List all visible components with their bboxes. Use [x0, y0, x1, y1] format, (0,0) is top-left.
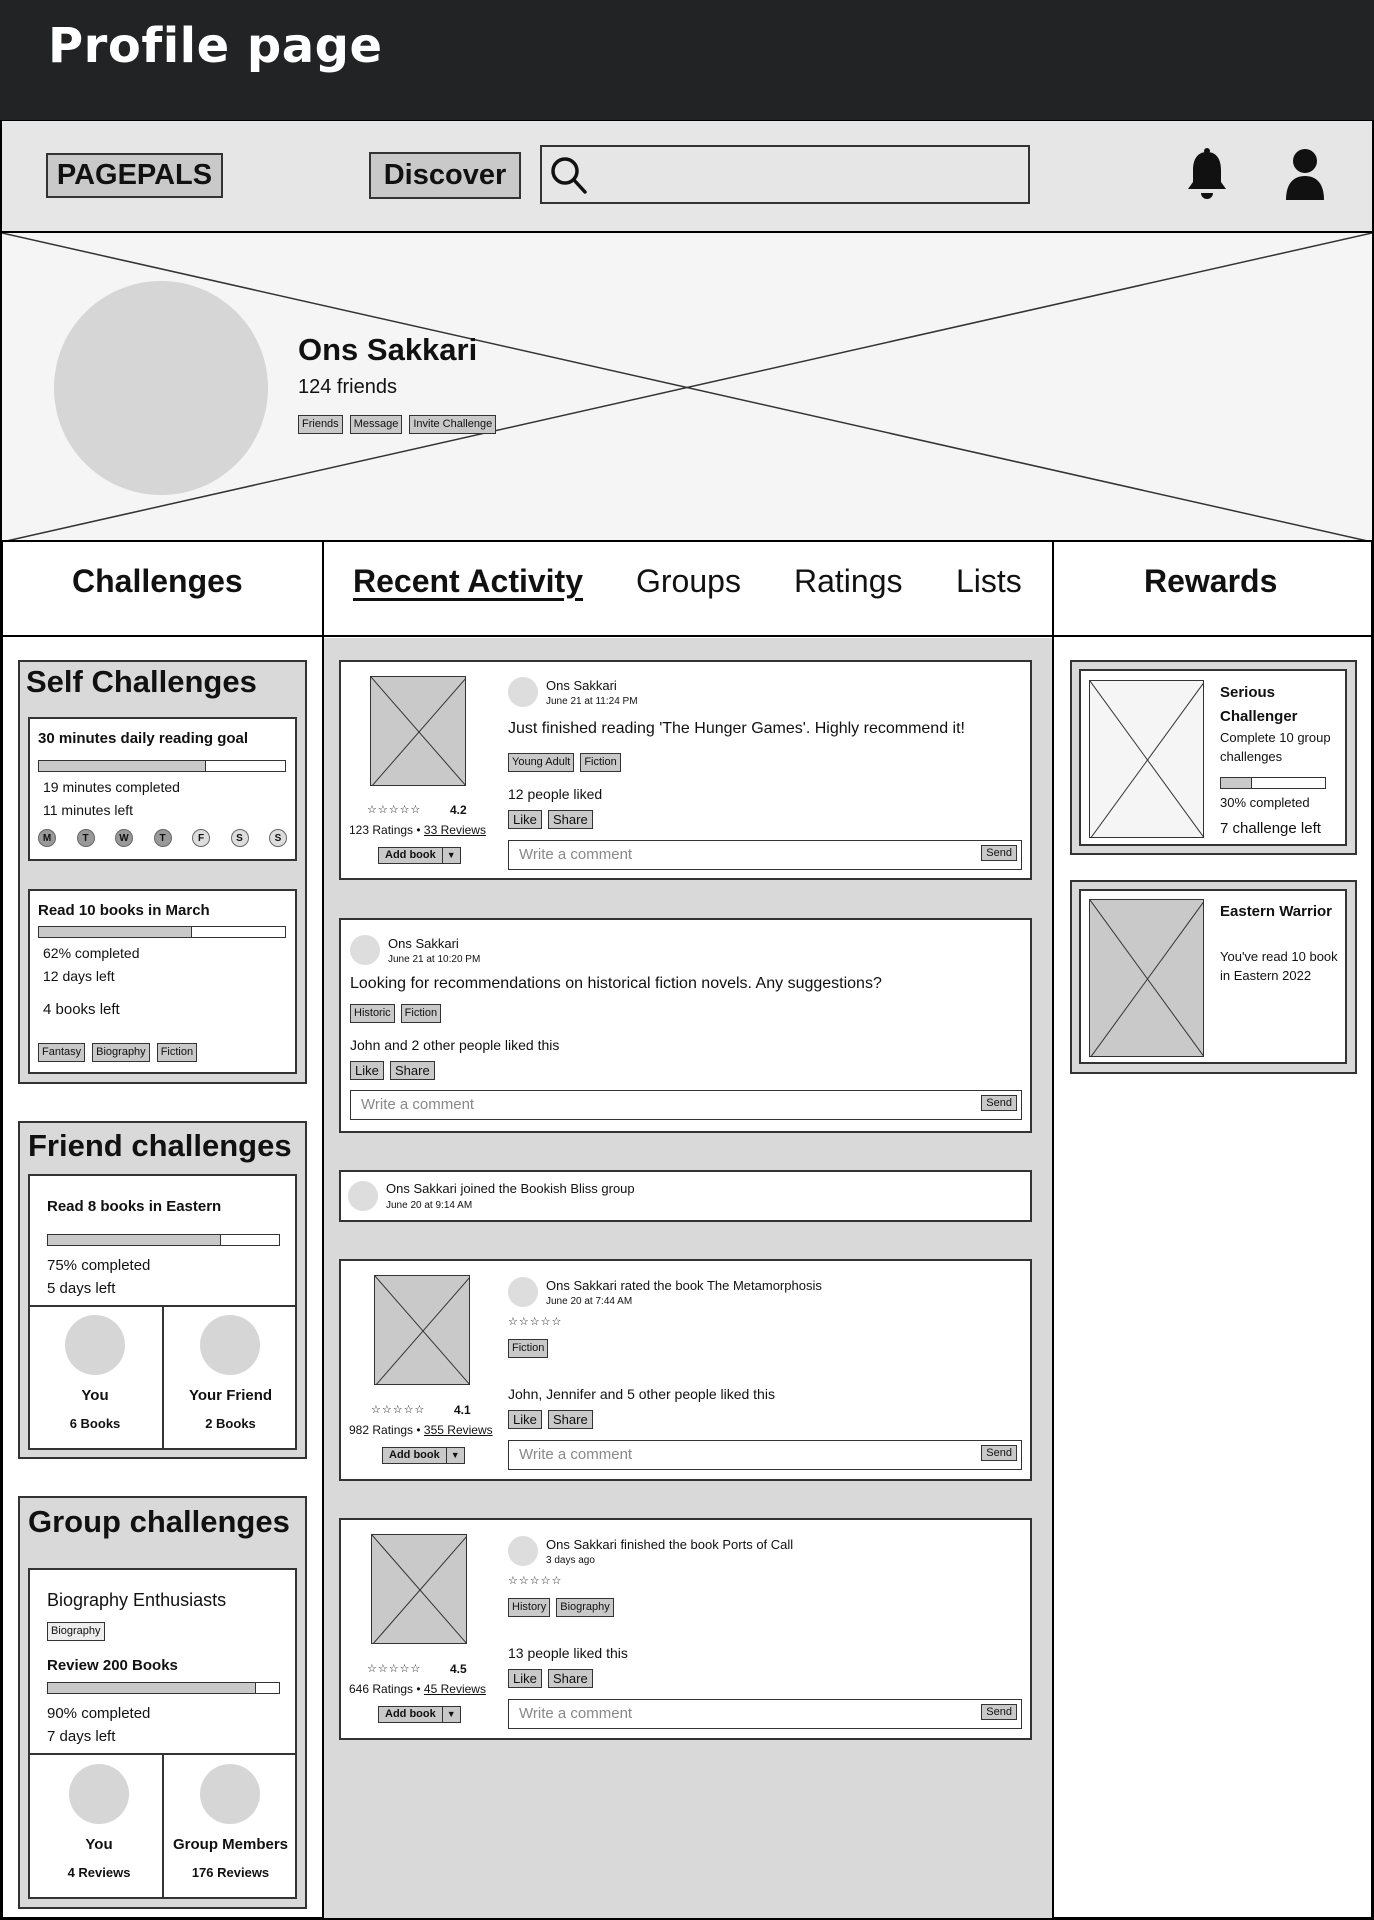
progress-text: 90% completed	[47, 1705, 151, 1722]
tab-lists[interactable]: Lists	[956, 563, 1022, 599]
post-time: June 20 at 9:14 AM	[386, 1200, 473, 1211]
tag[interactable]: History	[508, 1598, 550, 1617]
tag[interactable]: Fiction	[580, 753, 620, 772]
user-rating-stars-icon: ☆☆☆☆☆	[508, 1574, 563, 1587]
like-button[interactable]: Like	[350, 1061, 384, 1080]
post-suffix: group	[601, 1181, 635, 1196]
you-value: 6 Books	[69, 1416, 121, 1431]
book-link[interactable]: Ports of Call	[722, 1537, 794, 1552]
likes-text: 12 people liked	[508, 786, 603, 802]
search-icon	[548, 154, 588, 196]
remaining-text: 11 minutes left	[43, 802, 134, 818]
ratings-count: 123 Ratings • 33 Reviews	[349, 823, 486, 837]
challenge-title: 30 minutes daily reading goal	[38, 730, 249, 747]
rating-value: 4.5	[450, 1662, 467, 1676]
post-time: June 21 at 10:20 PM	[388, 954, 481, 965]
tag[interactable]: Fantasy	[38, 1043, 85, 1062]
weekday-indicator: S	[231, 829, 249, 847]
you-label: You	[81, 1387, 109, 1404]
members-label: Group Members	[172, 1836, 289, 1853]
progress-bar	[47, 1234, 280, 1246]
weekday-indicator: M	[38, 829, 56, 847]
comment-placeholder: Write a comment	[519, 1705, 633, 1722]
post-time: June 20 at 7:44 AM	[546, 1296, 633, 1307]
post-text: Looking for recommendations on historical fiction novels. Any suggestions?	[350, 975, 882, 992]
reward-description: Complete 10 group challenges	[1220, 730, 1331, 764]
rating-stars-icon: ☆☆☆☆☆	[367, 1662, 422, 1675]
tag[interactable]: Historic	[350, 1004, 395, 1023]
reward-description: You've read 10 book in Eastern 2022	[1220, 949, 1338, 983]
dropdown-icon[interactable]: ▼	[450, 1450, 460, 1460]
progress-bar	[1220, 777, 1326, 789]
self-challenges-title: Self Challenges	[26, 664, 257, 699]
reviews-link[interactable]: 45 Reviews	[423, 1682, 486, 1696]
badge-placeholder-icon	[1089, 680, 1204, 838]
tag[interactable]: Biography	[92, 1043, 150, 1062]
post-time: June 21 at 11:24 PM	[546, 696, 638, 707]
share-button[interactable]: Share	[548, 1669, 593, 1688]
progress-text: 30% completed	[1220, 795, 1310, 810]
weekday-indicator: W	[115, 829, 133, 847]
comment-input[interactable]	[508, 1440, 1022, 1470]
ratings-count: 982 Ratings • 355 Reviews	[349, 1423, 493, 1437]
user-avatar	[348, 1181, 378, 1211]
book-cover-placeholder-icon	[370, 676, 466, 786]
you-avatar	[65, 1315, 125, 1375]
search-input[interactable]	[540, 145, 1030, 204]
add-book-button[interactable]	[382, 1447, 465, 1464]
tab-groups[interactable]: Groups	[636, 563, 741, 599]
add-book-label: Add book	[383, 1448, 447, 1463]
weekday-indicator: T	[77, 829, 95, 847]
share-button[interactable]: Share	[390, 1061, 435, 1080]
rating-value: 4.1	[454, 1403, 471, 1417]
share-button[interactable]: Share	[548, 1410, 593, 1429]
post-text: Just finished reading 'The Hunger Games'. Highly recommend it!	[508, 720, 965, 737]
profile-actions	[298, 415, 496, 434]
tag[interactable]: Fiction	[157, 1043, 197, 1062]
group-avatar	[200, 1764, 260, 1824]
page-title: Profile page	[48, 18, 383, 74]
user-avatar	[350, 935, 380, 965]
book-cover-placeholder-icon	[374, 1275, 470, 1385]
days-left: 12 days left	[43, 968, 115, 984]
weekday-indicator: S	[269, 829, 287, 847]
like-button[interactable]: Like	[508, 810, 542, 829]
post-headline	[546, 1537, 793, 1552]
divider	[1052, 542, 1054, 1920]
post-headline	[546, 1278, 822, 1293]
friends-button[interactable]: Friends	[298, 415, 343, 434]
post-user[interactable]: Ons Sakkari	[546, 1278, 617, 1293]
progress-bar	[38, 926, 286, 938]
comment-input[interactable]	[508, 840, 1022, 870]
notification-bell-icon[interactable]	[1185, 148, 1229, 202]
likes-text: John, Jennifer and 5 other people liked this	[508, 1386, 775, 1402]
post-user[interactable]: Ons Sakkari	[386, 1181, 457, 1196]
post-tags	[508, 753, 621, 772]
profile-icon[interactable]	[1284, 149, 1326, 200]
comment-placeholder: Write a comment	[519, 1446, 633, 1463]
post-action: joined the	[460, 1181, 517, 1196]
you-label: You	[85, 1836, 113, 1853]
tab-recent-activity[interactable]: Recent Activity	[353, 563, 583, 599]
remaining-text: 7 challenge left	[1220, 820, 1321, 837]
rating-stars-icon: ☆☆☆☆☆	[367, 803, 422, 816]
progress-bar	[47, 1682, 280, 1694]
rewards-heading: Rewards	[1144, 563, 1278, 599]
book-cover-placeholder-icon	[371, 1534, 467, 1644]
likes-text: 13 people liked this	[508, 1645, 628, 1661]
rating-stars-icon: ☆☆☆☆☆	[371, 1403, 426, 1416]
challenge-tags	[38, 1043, 197, 1062]
group-challenges-title: Group challenges	[28, 1504, 290, 1539]
share-button[interactable]: Share	[548, 810, 593, 829]
rating-value: 4.2	[450, 803, 467, 817]
add-book-label: Add book	[379, 848, 443, 863]
add-book-button[interactable]	[378, 1706, 461, 1723]
profile-avatar	[54, 281, 268, 495]
tag[interactable]: Young Adult	[508, 753, 574, 772]
post-tags	[508, 1339, 548, 1358]
add-book-label: Add book	[379, 1707, 443, 1722]
user-rating-stars-icon: ☆☆☆☆☆	[508, 1315, 563, 1328]
group-name: Biography Enthusiasts	[47, 1590, 227, 1610]
progress-text: 19 minutes completed	[43, 779, 180, 795]
tag[interactable]: Fiction	[401, 1004, 441, 1023]
group-link[interactable]: Bookish Bliss	[520, 1181, 598, 1196]
likes-text: John and 2 other people liked this	[350, 1037, 560, 1053]
user-avatar	[508, 677, 538, 707]
reward-title: Serious Challenger	[1220, 684, 1298, 725]
tag[interactable]: Fiction	[508, 1339, 548, 1358]
comment-placeholder: Write a comment	[519, 846, 633, 863]
days-left: 5 days left	[47, 1280, 116, 1297]
send-button[interactable]: Send	[981, 1445, 1017, 1461]
friend-value: 2 Books	[205, 1416, 256, 1431]
challenge-title: Read 10 books in March	[38, 902, 210, 919]
user-avatar	[508, 1277, 538, 1307]
post-tags	[508, 1598, 614, 1617]
send-button[interactable]: Send	[981, 1095, 1017, 1111]
progress-text: 62% completed	[43, 945, 140, 961]
like-button[interactable]: Like	[508, 1410, 542, 1429]
post-time: 3 days ago	[546, 1555, 595, 1566]
post-action: rated the book	[620, 1278, 704, 1293]
you-avatar	[69, 1764, 129, 1824]
you-value: 4 Reviews	[67, 1865, 131, 1880]
like-button[interactable]: Like	[508, 1669, 542, 1688]
reward-title: Eastern Warrior	[1220, 903, 1332, 920]
post-tags	[350, 1004, 441, 1023]
message-button[interactable]: Message	[350, 415, 403, 434]
friend-avatar	[200, 1315, 260, 1375]
tag[interactable]: Biography	[47, 1622, 105, 1641]
weekday-indicator: T	[154, 829, 172, 847]
challenge-title: Read 8 books in Eastern	[47, 1198, 222, 1215]
comment-placeholder: Write a comment	[361, 1096, 475, 1113]
dropdown-icon[interactable]: ▼	[446, 850, 456, 860]
post-user[interactable]: Ons Sakkari	[388, 936, 459, 951]
challenges-heading: Challenges	[72, 563, 243, 599]
comment-input[interactable]	[350, 1090, 1022, 1120]
progress-bar	[38, 760, 286, 772]
discover-button[interactable]: Discover	[369, 152, 521, 199]
comment-input[interactable]	[508, 1699, 1022, 1729]
profile-name: Ons Sakkari	[298, 332, 478, 367]
friend-label: Your Friend	[188, 1387, 273, 1404]
dropdown-icon[interactable]: ▼	[446, 1709, 456, 1719]
invite-challenge-button[interactable]: Invite Challenge	[409, 415, 496, 434]
days-left: 7 days left	[47, 1728, 116, 1745]
progress-text: 75% completed	[47, 1257, 151, 1274]
user-avatar	[508, 1536, 538, 1566]
book-link[interactable]: The Metamorphosis	[706, 1278, 822, 1293]
challenge-title: Review 200 Books	[47, 1657, 178, 1674]
title-bar	[0, 0, 1374, 120]
post-action: finished the book	[620, 1537, 719, 1552]
reviews-link[interactable]: 355 Reviews	[423, 1423, 493, 1437]
send-button[interactable]: Send	[981, 845, 1017, 861]
tag[interactable]: Biography	[556, 1598, 614, 1617]
friends-count: 124 friends	[298, 376, 397, 398]
post-user[interactable]: Ons Sakkari	[546, 678, 617, 693]
weekday-indicator: F	[192, 829, 210, 847]
reviews-link[interactable]: 33 Reviews	[423, 823, 486, 837]
send-button[interactable]: Send	[981, 1704, 1017, 1720]
badge-placeholder-icon	[1089, 899, 1204, 1057]
brand-logo[interactable]: PAGEPALS	[46, 153, 223, 198]
post-user[interactable]: Ons Sakkari	[546, 1537, 617, 1552]
ratings-count: 646 Ratings • 45 Reviews	[349, 1682, 486, 1696]
group-tags	[47, 1619, 105, 1641]
add-book-button[interactable]	[378, 847, 461, 864]
post-headline	[386, 1181, 635, 1196]
activity-post	[339, 1170, 1032, 1222]
members-value: 176 Reviews	[191, 1865, 270, 1880]
tab-ratings[interactable]: Ratings	[794, 563, 903, 599]
books-left: 4 books left	[43, 1001, 120, 1018]
friend-challenges-title: Friend challenges	[28, 1128, 292, 1163]
